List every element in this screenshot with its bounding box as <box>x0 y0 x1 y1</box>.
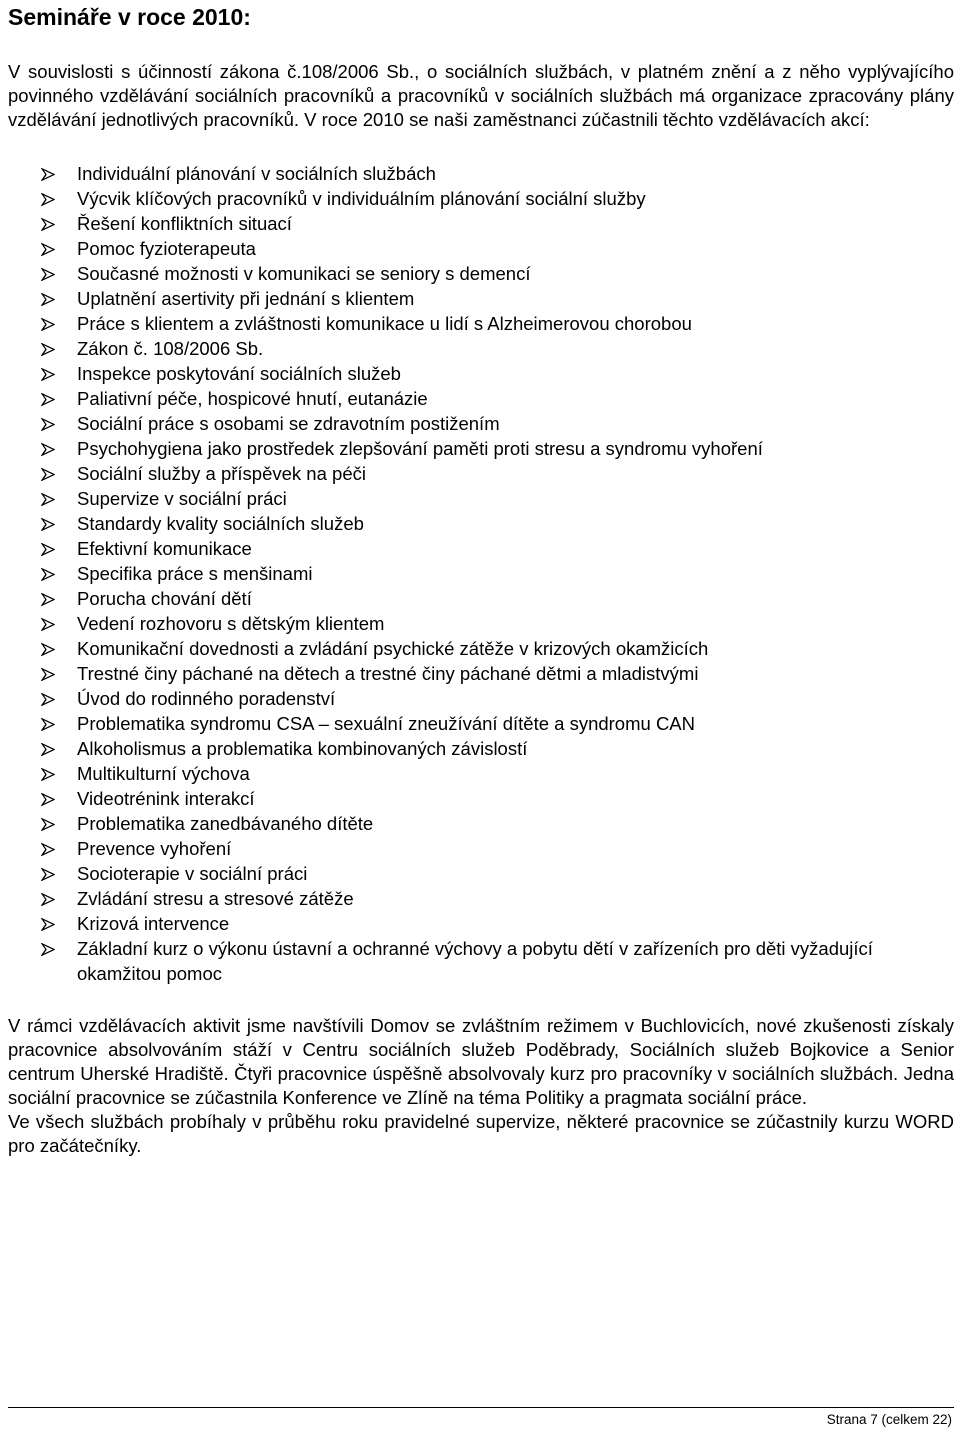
course-title: Sociální práce s osobami se zdravotním postižením <box>77 413 500 434</box>
arrowhead-bullet-icon <box>41 236 57 261</box>
course-list-item <box>8 561 954 586</box>
arrowhead-bullet-icon <box>41 711 57 736</box>
arrowhead-bullet-icon <box>41 186 57 211</box>
course-title: Trestné činy páchané na dětech a trestné činy páchané dětmi a mladistvými <box>77 663 699 684</box>
arrowhead-bullet-icon <box>41 786 57 811</box>
course-list-item <box>8 936 954 986</box>
course-title: Supervize v sociální práci <box>77 488 287 509</box>
arrowhead-bullet-icon <box>41 361 57 386</box>
course-list-item <box>8 686 954 711</box>
arrowhead-bullet-icon <box>41 336 57 361</box>
course-list-item <box>8 486 954 511</box>
arrowhead-bullet-icon <box>41 211 57 236</box>
document-page <box>8 0 954 1158</box>
intro-paragraph: V souvislosti s účinností zákona č.108/2006 Sb., o sociálních službách, v platném znění a z něho vyplývajícího povinného vzdělávání sociálních pracovníků a pracovníků v sociálních službách má organizace zpracovány plány vzdělávání jednotlivých pracovníků. V roce 2010 se naši zaměstnanci zúčastnili těchto vzdělávacích akcí: <box>8 61 954 130</box>
course-list-item <box>8 186 954 211</box>
arrowhead-bullet-icon <box>41 386 57 411</box>
course-list-item <box>8 211 954 236</box>
course-title: Komunikační dovednosti a zvládání psychické zátěže v krizových okamžicích <box>77 638 709 659</box>
visits-paragraph: V rámci vzdělávacích aktivit jsme navštívili Domov se zvláštním režimem v Buchlovicích, nové zkušenosti získaly pracovnice absolvováním stáží v Centru sociálních služeb Poděbrady, Sociálních služeb Bojkovice a Senior centrum Uherské Hradiště. Čtyři pracovnice úspěšně absolvovaly kurz pro pracovníky v sociálních službách. Jedna sociální pracovnice se zúčastnila Konference ve Zlíně na téma Politiky a pragmata sociální práce. <box>8 1015 954 1108</box>
arrowhead-bullet-icon <box>41 536 57 561</box>
course-list-item <box>8 786 954 811</box>
course-list-item <box>8 261 954 286</box>
course-title: Porucha chování dětí <box>77 588 252 609</box>
arrowhead-bullet-icon <box>41 636 57 661</box>
course-title: Individuální plánování v sociálních službách <box>77 163 436 184</box>
course-list-item <box>8 236 954 261</box>
course-title: Specifika práce s menšinami <box>77 563 313 584</box>
course-list-item <box>8 586 954 611</box>
arrowhead-bullet-icon <box>41 261 57 286</box>
arrowhead-bullet-icon <box>41 511 57 536</box>
course-title: Úvod do rodinného poradenství <box>77 688 336 709</box>
arrowhead-bullet-icon <box>41 411 57 436</box>
arrowhead-bullet-icon <box>41 861 57 886</box>
course-list-item <box>8 536 954 561</box>
course-list-item <box>8 386 954 411</box>
arrowhead-bullet-icon <box>41 436 57 461</box>
course-title: Multikulturní výchova <box>77 763 250 784</box>
course-list-item <box>8 736 954 761</box>
course-title: Socioterapie v sociální práci <box>77 863 308 884</box>
arrowhead-bullet-icon <box>41 586 57 611</box>
course-title: Krizová intervence <box>77 913 230 934</box>
course-title: Problematika syndromu CSA – sexuální zneužívání dítěte a syndromu CAN <box>77 713 695 734</box>
course-title: Základní kurz o výkonu ústavní a ochranné výchovy a pobytu dětí v zařízeních pro děti vyžadující okamžitou pomoc <box>77 938 873 984</box>
course-list-item <box>8 911 954 936</box>
arrowhead-bullet-icon <box>41 286 57 311</box>
arrowhead-bullet-icon <box>41 761 57 786</box>
course-title: Paliativní péče, hospicové hnutí, eutanázie <box>77 388 428 409</box>
section-heading: Semináře v roce 2010: <box>8 4 251 30</box>
arrowhead-bullet-icon <box>41 561 57 586</box>
course-title: Alkoholismus a problematika kombinovaných závislostí <box>77 738 528 759</box>
course-title: Videotrénink interakcí <box>77 788 255 809</box>
course-list-item <box>8 161 954 186</box>
course-title: Prevence vyhoření <box>77 838 232 859</box>
course-list-item <box>8 311 954 336</box>
arrowhead-bullet-icon <box>41 311 57 336</box>
arrowhead-bullet-icon <box>41 486 57 511</box>
course-list-item <box>8 811 954 836</box>
course-list-item <box>8 611 954 636</box>
course-list-item <box>8 461 954 486</box>
course-list-item <box>8 436 954 461</box>
course-list-item <box>8 511 954 536</box>
arrowhead-bullet-icon <box>41 836 57 861</box>
page-number: Strana 7 (celkem 22) <box>826 1412 952 1427</box>
course-title: Současné možnosti v komunikaci se seniory s demencí <box>77 263 531 284</box>
course-title: Efektivní komunikace <box>77 538 252 559</box>
course-title: Zvládání stresu a stresové zátěže <box>77 888 354 909</box>
course-list-item <box>8 861 954 886</box>
course-title: Psychohygiena jako prostředek zlepšování paměti proti stresu a syndromu vyhoření <box>77 438 763 459</box>
arrowhead-bullet-icon <box>41 686 57 711</box>
arrowhead-bullet-icon <box>41 161 57 186</box>
supervision-paragraph: Ve všech službách probíhaly v průběhu roku pravidelné supervize, některé pracovnice se zúčastnily kurzu WORD pro začátečníky. <box>8 1111 954 1156</box>
arrowhead-bullet-icon <box>41 886 57 911</box>
arrowhead-bullet-icon <box>41 911 57 936</box>
course-list-item <box>8 411 954 436</box>
course-title: Výcvik klíčových pracovníků v individuálním plánování sociální služby <box>77 188 646 209</box>
arrowhead-bullet-icon <box>41 936 57 961</box>
arrowhead-bullet-icon <box>41 611 57 636</box>
course-list <box>8 161 954 986</box>
page-footer <box>8 1407 954 1427</box>
course-title: Práce s klientem a zvláštnosti komunikace u lidí s Alzheimerovou chorobou <box>77 313 692 334</box>
course-title: Standardy kvality sociálních služeb <box>77 513 364 534</box>
course-list-item <box>8 286 954 311</box>
arrowhead-bullet-icon <box>41 661 57 686</box>
course-list-item <box>8 636 954 661</box>
course-title: Zákon č. 108/2006 Sb. <box>77 338 264 359</box>
arrowhead-bullet-icon <box>41 736 57 761</box>
course-title: Sociální služby a příspěvek na péči <box>77 463 366 484</box>
course-list-item <box>8 836 954 861</box>
course-title: Vedení rozhovoru s dětským klientem <box>77 613 385 634</box>
course-title: Problematika zanedbávaného dítěte <box>77 813 374 834</box>
course-title: Pomoc fyzioterapeuta <box>77 238 256 259</box>
course-title: Řešení konfliktních situací <box>77 213 292 234</box>
arrowhead-bullet-icon <box>41 461 57 486</box>
course-title: Inspekce poskytování sociálních služeb <box>77 363 401 384</box>
arrowhead-bullet-icon <box>41 811 57 836</box>
course-list-item <box>8 361 954 386</box>
course-list-item <box>8 761 954 786</box>
course-list-item <box>8 886 954 911</box>
course-list-item <box>8 661 954 686</box>
course-title: Uplatnění asertivity při jednání s klientem <box>77 288 415 309</box>
course-list-item <box>8 336 954 361</box>
course-list-item <box>8 711 954 736</box>
